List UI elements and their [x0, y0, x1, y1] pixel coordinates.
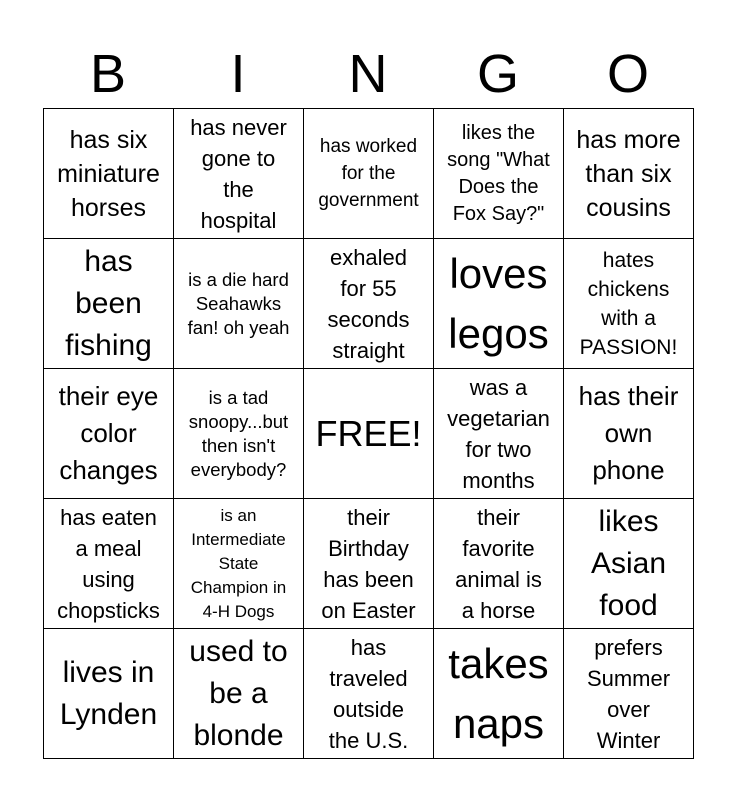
cell-text: has their own phone [578, 381, 679, 485]
header-letter-i: I [230, 44, 246, 104]
cell-text: their Birthday has been on Easter [321, 504, 416, 623]
cell-text: likes Asian food [590, 504, 667, 622]
cell-text: has worked for the government [318, 136, 419, 211]
cell-text: lives in Lynden [59, 655, 158, 731]
cell-text: has never gone to the hospital [190, 114, 287, 233]
bingo-cell-r1-c1[interactable] [44, 109, 174, 239]
cell-text: exhaled for 55 seconds straight [327, 244, 410, 363]
bingo-header [43, 40, 693, 108]
bingo-cell-r3-c5[interactable] [564, 369, 694, 499]
cell-text: has six miniature horses [57, 125, 160, 222]
bingo-cell-r4-c5[interactable] [564, 499, 694, 629]
bingo-cell-r3-c4[interactable] [434, 369, 564, 499]
cell-text: is an Intermediate State Champion in 4-H Dogs [190, 505, 287, 621]
bingo-cell-r2-c5[interactable] [564, 239, 694, 369]
cell-text: has been fishing [65, 244, 152, 362]
bingo-cell-r1-c4[interactable] [434, 109, 564, 239]
bingo-cell-r2-c4[interactable] [434, 239, 564, 369]
bingo-cell-r2-c2[interactable] [174, 239, 304, 369]
bingo-cell-r4-c2[interactable] [174, 499, 304, 629]
cell-text: FREE! [315, 412, 422, 454]
bingo-cell-r5-c4[interactable] [434, 629, 564, 759]
header-letter-n: N [348, 44, 388, 104]
bingo-cell-r2-c3[interactable] [304, 239, 434, 369]
bingo-cell-r5-c1[interactable] [44, 629, 174, 759]
cell-text: has more than six cousins [576, 125, 681, 222]
bingo-cell-r4-c3[interactable] [304, 499, 434, 629]
cell-text: prefers Summer over Winter [586, 634, 671, 753]
bingo-cell-r1-c5[interactable] [564, 109, 694, 239]
cell-text: is a tad snoopy...but then isn't everybody? [188, 386, 289, 480]
bingo-cell-r2-c1[interactable] [44, 239, 174, 369]
bingo-cell-r3-c2[interactable] [174, 369, 304, 499]
header-letter-g: G [476, 44, 519, 104]
cell-text: has traveled outside the U.S. [328, 634, 409, 753]
bingo-cell-r5-c5[interactable] [564, 629, 694, 759]
cell-text: likes the song "What Does the Fox Say?" [447, 121, 550, 225]
cell-text: takes naps [448, 639, 549, 747]
header-letter-b: B [89, 44, 127, 104]
bingo-cell-r1-c2[interactable] [174, 109, 304, 239]
cell-text: is a die hard Seahawks fan! oh yeah [187, 268, 290, 338]
cell-text: loves legos [448, 249, 549, 357]
bingo-cell-r5-c2[interactable] [174, 629, 304, 759]
bingo-board [43, 108, 694, 759]
cell-text: used to be a blonde [189, 634, 288, 752]
cell-text: their eye color changes [58, 381, 159, 485]
header-letter-o: O [606, 44, 649, 104]
cell-text: has eaten a meal using chopsticks [57, 504, 160, 623]
cell-text: was a vegetarian for two months [447, 374, 550, 493]
bingo-cell-r4-c1[interactable] [44, 499, 174, 629]
bingo-cell-r3-c3[interactable] [304, 369, 434, 499]
bingo-cell-r1-c3[interactable] [304, 109, 434, 239]
cell-text: hates chickens with a PASSION! [579, 248, 678, 359]
bingo-cell-r3-c1[interactable] [44, 369, 174, 499]
bingo-cell-r5-c3[interactable] [304, 629, 434, 759]
bingo-cell-r4-c4[interactable] [434, 499, 564, 629]
cell-text: their favorite animal is a horse [455, 504, 542, 623]
